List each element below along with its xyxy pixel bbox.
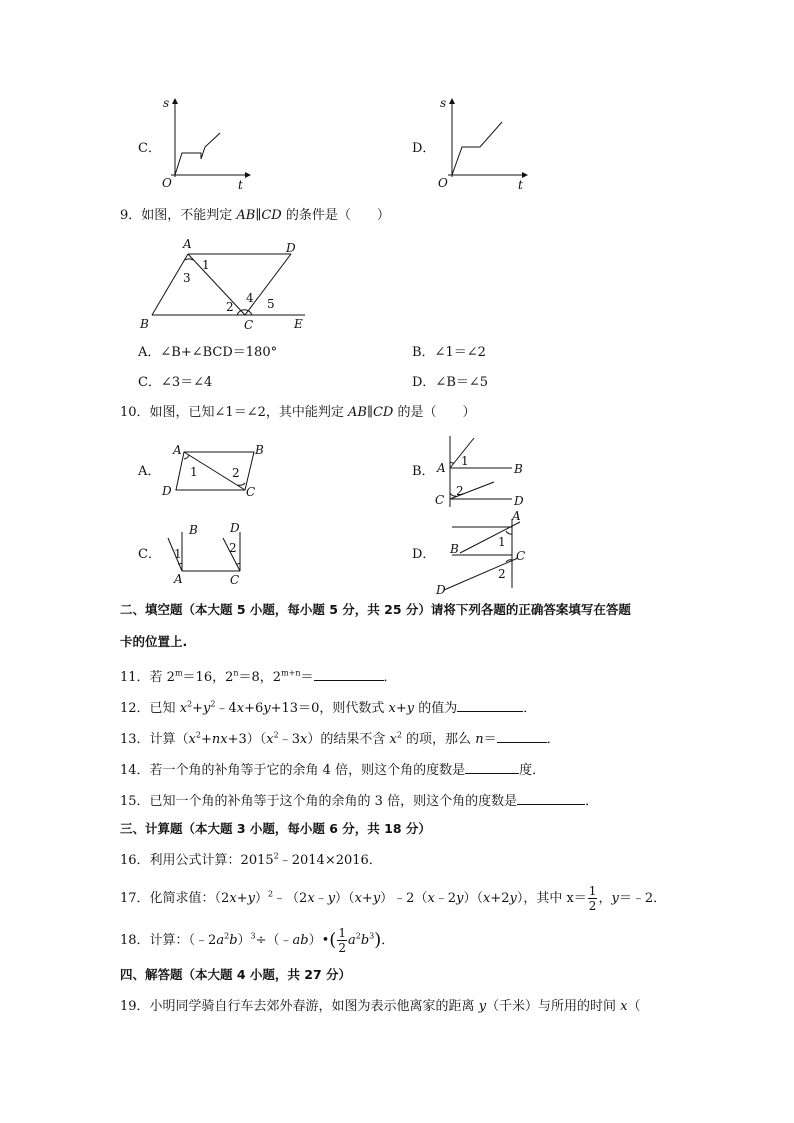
q18-fraction: $\frac{1}{2}$ [338, 926, 346, 955]
q10b-label-b: B [514, 462, 523, 476]
q10a-label-c: C [246, 485, 256, 499]
q10-option-a-letter: A． [138, 464, 161, 479]
q10c-angle-1: 1 [174, 547, 182, 561]
q10d-label-c: C [516, 549, 526, 563]
q10b-angle-2: 2 [456, 484, 464, 498]
q9-angle-5: 5 [267, 297, 275, 311]
q14-answer-blank[interactable] [465, 761, 519, 774]
q10d-label-a: A [512, 509, 521, 523]
q14: 14．若一个角的补角等于它的余角 4 倍，则这个角的度数是 度． [120, 763, 546, 778]
q17: 17．化简求值：$(2x+y)^2﹣(2x﹣y)(x+y)﹣2(x﹣2y)(x+2y)$，其中 x＝ $\frac{1}{2}$ ，y＝﹣2． [120, 884, 667, 913]
q10a-angle-1: 1 [190, 465, 198, 479]
q9-angle-3: 3 [183, 271, 191, 285]
q8-d-x-label: t [518, 178, 523, 192]
q15: 15．已知一个角的补角等于这个角的余角的 3 倍，则这个角的度数是 ． [120, 794, 599, 809]
q8-c-y-label: s [163, 96, 170, 110]
section3-heading: 三、计算题（本大题 3 小题，每小题 6 分，共 18 分） [120, 821, 431, 836]
q10c-label-d: D [230, 521, 240, 535]
q15-answer-blank[interactable] [517, 792, 585, 805]
q8-d-origin: O [438, 176, 448, 190]
q17-fraction: $\frac{1}{2}$ [588, 884, 597, 913]
section4-heading: 四、解答题（本大题 4 小题，共 27 分） [120, 967, 352, 982]
section2-heading-line2: 卡的位置上. [120, 634, 188, 649]
q10a-label-b: B [255, 443, 264, 457]
q10-figure-b [432, 432, 537, 512]
q9-angle-2: 2 [226, 300, 234, 314]
q12: 12．已知 $x^2+y^2﹣4x+6y+13=0$，则代数式 x+y 的值为 ． [120, 699, 537, 716]
q8-option-d-letter: D． [412, 141, 436, 156]
q10-stem: 10．如图，已知∠1＝∠2，其中能判定 AB∥CD 的是（ ） [120, 405, 476, 420]
q10b-label-c: C [435, 493, 445, 507]
q10b-label-a: A [437, 461, 446, 475]
q8-d-y-label: s [440, 96, 447, 110]
q9-option-c: C．∠3＝∠4 [138, 375, 213, 390]
q9-stem: 9．如图，不能判定 AB∥CD 的条件是（ ） [120, 208, 390, 223]
q10-option-d-letter: D． [412, 547, 436, 562]
q18: 18．计算：$(﹣2a^2b)^3\div(﹣ab)•$( $\frac{1}{2}$ $a^2b^3$)． [120, 926, 395, 955]
q10-figure-c [160, 518, 260, 590]
section2-heading-line1: 二、填空题（本大题 5 小题，每小题 5 分，共 25 分）请将下列各题的正确答案填写在答题 [120, 602, 631, 617]
q10d-angle-2: 2 [498, 567, 506, 581]
q16: 16．利用公式计算：$2015^2﹣2014\times 2016$． [120, 851, 382, 868]
q11-answer-blank[interactable] [314, 668, 384, 681]
q8-option-c-letter: C． [138, 141, 161, 156]
q10-figure-a [158, 440, 268, 500]
q9-option-d: D．∠B＝∠5 [412, 375, 489, 390]
q8-c-x-label: t [238, 178, 243, 192]
q10a-label-a: A [173, 443, 182, 457]
q9-option-a: A．∠B+∠BCD＝180° [138, 345, 278, 360]
q10b-angle-1: 1 [461, 454, 469, 468]
q9-angle-1: 1 [202, 258, 210, 272]
q9-label-b: B [140, 317, 149, 331]
q10-figure-d [432, 508, 542, 598]
q10b-label-d: D [514, 494, 524, 508]
q10c-angle-2: 2 [229, 541, 237, 555]
q9-label-c: C [244, 318, 254, 332]
q13: 13．计算$(x^2+nx+3)(x^2﹣3x)$的结果不含 $x^2$ 的项，那么 n＝ ． [120, 730, 560, 747]
q10a-angle-2: 2 [232, 466, 240, 480]
q9-label-a: A [183, 237, 192, 251]
q9-figure [135, 236, 315, 336]
q10d-label-b: B [450, 542, 459, 556]
q13-answer-blank[interactable] [497, 730, 547, 743]
q11: 11．若 $2^m=16$，$2^n=8$，$2^{m+n}=$ ． [120, 668, 397, 685]
q8-graph-d [432, 95, 532, 195]
q10c-label-c: C [230, 573, 240, 587]
q12-answer-blank[interactable] [457, 699, 523, 712]
q9-option-b: B．∠1＝∠2 [412, 345, 486, 360]
q10a-label-d: D [162, 484, 172, 498]
q10c-label-b: B [189, 523, 198, 537]
q10-option-c-letter: C． [138, 547, 161, 562]
q8-graph-c [155, 95, 255, 195]
q9-label-e: E [294, 317, 303, 331]
q10c-label-a: A [174, 572, 183, 586]
q8-c-origin: O [162, 176, 172, 190]
q10-option-b-letter: B． [412, 464, 435, 479]
q19: 19．小明同学骑自行车去郊外春游，如图为表示他离家的距离 y（千米）与所用的时间 x（ [120, 999, 641, 1014]
q9-angle-4: 4 [246, 291, 254, 305]
q10d-angle-1: 1 [498, 535, 506, 549]
q10d-label-d: D [436, 583, 446, 597]
q9-label-d: D [286, 241, 296, 255]
